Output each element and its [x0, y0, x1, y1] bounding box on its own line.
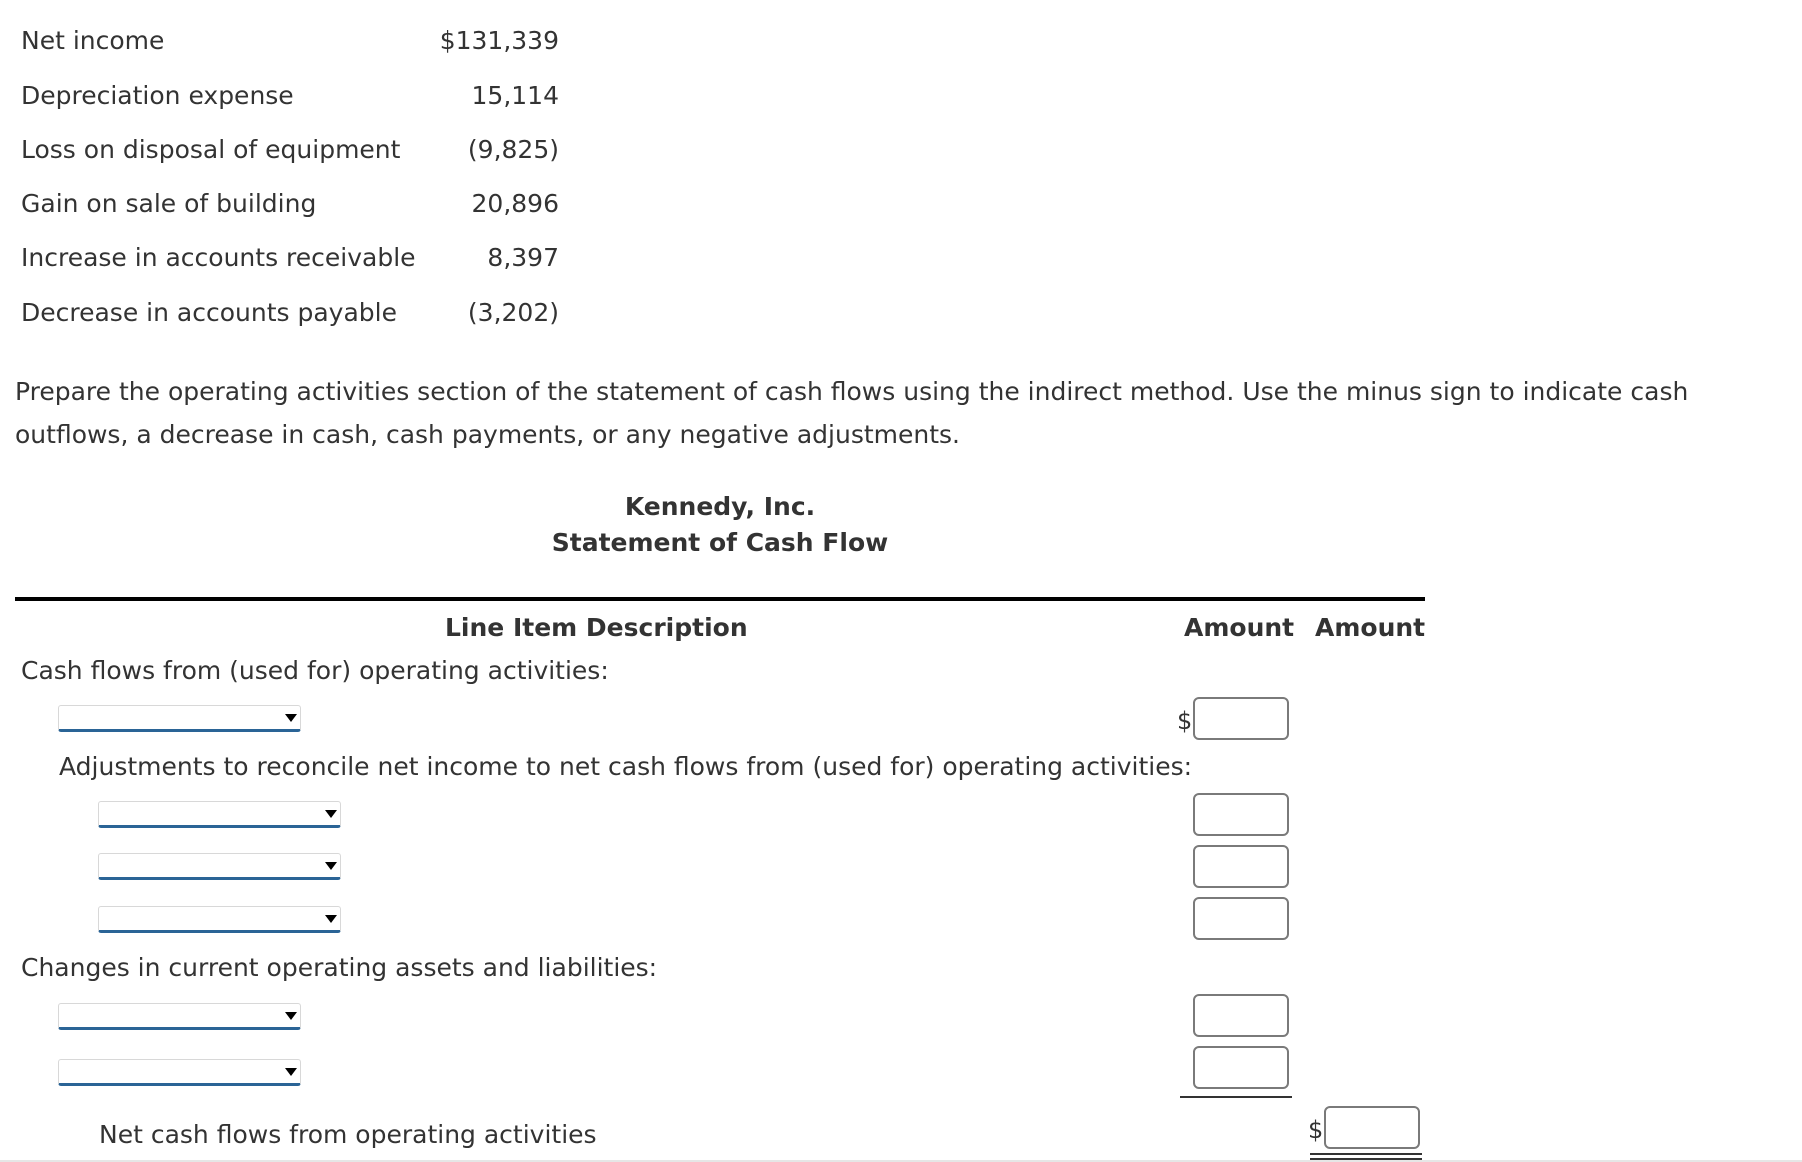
line-item-select-3[interactable]: [98, 853, 341, 880]
amount-input-3[interactable]: [1193, 845, 1289, 888]
given-label-depreciation: Depreciation expense: [21, 81, 294, 110]
amount-input-5[interactable]: [1193, 994, 1289, 1037]
header-line-item-description: Line Item Description: [445, 613, 748, 642]
total-double-underline-1: [1310, 1153, 1422, 1155]
line-item-select-4[interactable]: [98, 906, 341, 933]
subtotal-underline: [1180, 1096, 1292, 1098]
amount-input-4[interactable]: [1193, 897, 1289, 940]
adjustments-header: Adjustments to reconcile net income to net cash flows from (used for) operating activities:: [59, 752, 1193, 781]
given-value-decrease-ap: (3,202): [467, 298, 559, 327]
line-item-select-5[interactable]: [58, 1003, 301, 1030]
line-item-select-6[interactable]: [58, 1059, 301, 1086]
header-amount-1: Amount: [1184, 613, 1295, 642]
changes-header: Changes in current operating assets and liabilities:: [21, 953, 658, 982]
given-value-net-income: $131,339: [439, 26, 559, 55]
header-amount-2: Amount: [1315, 613, 1426, 642]
line-item-select-1[interactable]: [58, 705, 301, 732]
line-item-select-2[interactable]: [98, 801, 341, 828]
instructions-text: Prepare the operating activities section of the statement of cash flows using the indirect method. Use the minus sign to indicate cash outflows, a decrease in cash, cash payments, or any negative adjustments.: [15, 377, 1689, 449]
dropdown-caret-icon: [285, 1012, 297, 1020]
dollar-sign-total: $: [1308, 1116, 1324, 1144]
given-label-increase-ar: Increase in accounts receivable: [21, 243, 416, 272]
dropdown-caret-icon: [325, 862, 337, 870]
given-value-gain-building: 20,896: [471, 189, 559, 218]
net-cash-amount-input[interactable]: [1324, 1106, 1420, 1149]
dropdown-caret-icon: [285, 714, 297, 722]
given-label-loss-disposal: Loss on disposal of equipment: [21, 135, 401, 164]
net-cash-flows-label: Net cash flows from operating activities: [99, 1120, 597, 1149]
given-value-loss-disposal: (9,825): [467, 135, 559, 164]
statement-title: Statement of Cash Flow: [551, 528, 889, 557]
dropdown-caret-icon: [285, 1068, 297, 1076]
given-label-decrease-ap: Decrease in accounts payable: [21, 298, 397, 327]
dollar-sign: $: [1177, 707, 1193, 735]
amount-input-1[interactable]: [1193, 697, 1289, 740]
amount-input-6[interactable]: [1193, 1046, 1289, 1089]
given-value-increase-ar: 8,397: [487, 243, 559, 272]
given-value-depreciation: 15,114: [471, 81, 559, 110]
dropdown-caret-icon: [325, 810, 337, 818]
operating-activities-header: Cash flows from (used for) operating activities:: [21, 656, 609, 685]
given-label-gain-building: Gain on sale of building: [21, 189, 317, 218]
table-top-rule: [15, 597, 1425, 601]
given-label-net-income: Net income: [21, 26, 165, 55]
amount-input-2[interactable]: [1193, 793, 1289, 836]
dropdown-caret-icon: [325, 915, 337, 923]
company-name: Kennedy, Inc.: [624, 492, 816, 521]
